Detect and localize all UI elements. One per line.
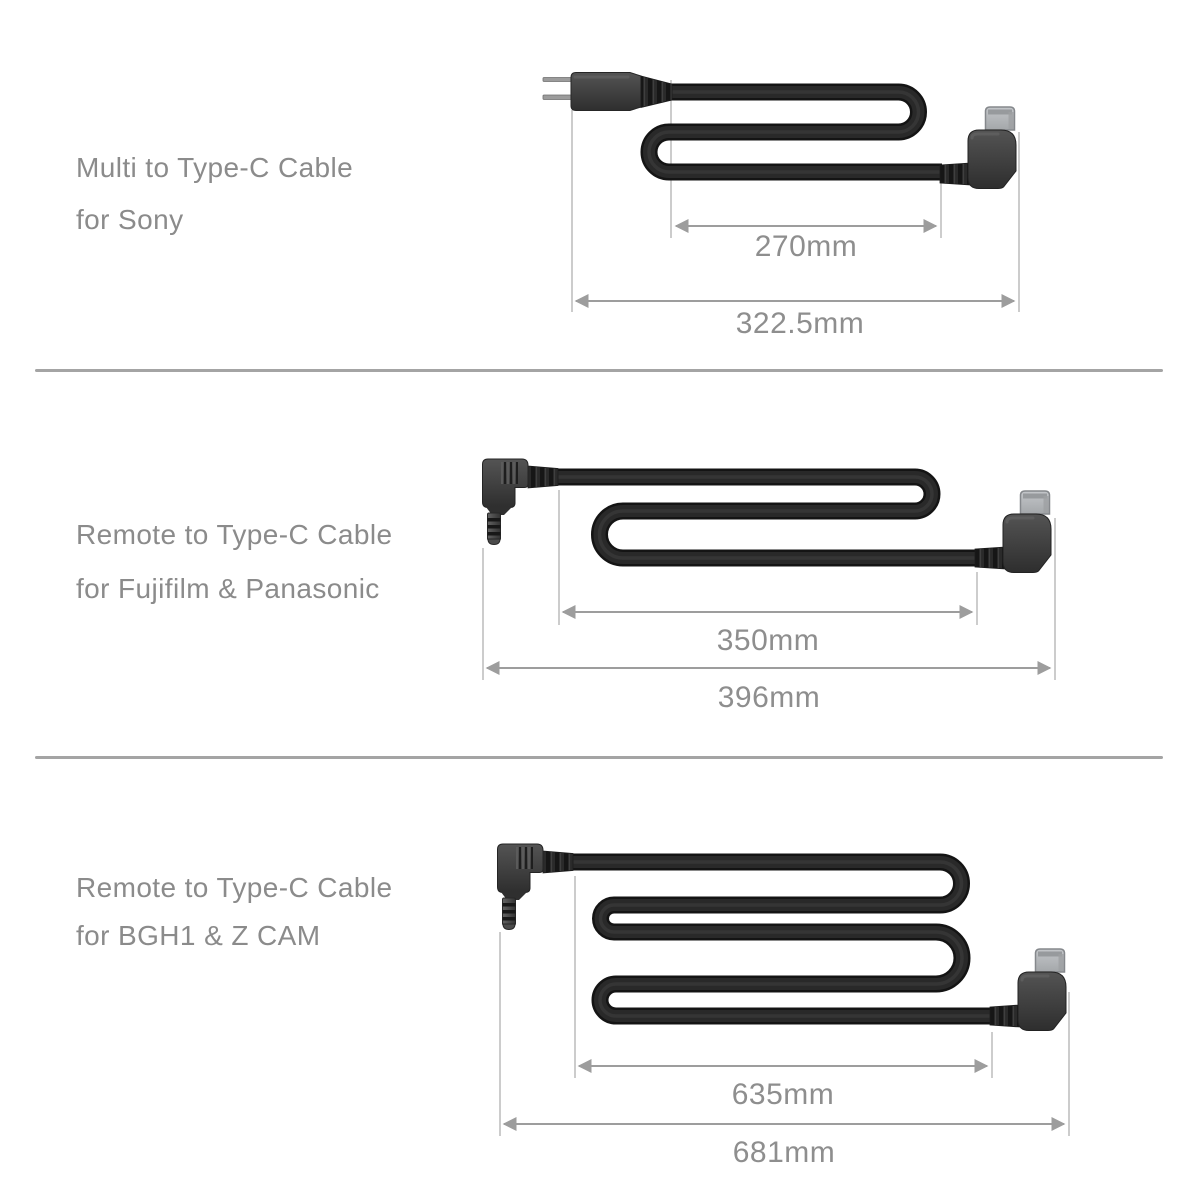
- inner-length-value: 270mm: [754, 230, 858, 263]
- sony-multi-connector-icon: [543, 73, 672, 111]
- remote-jack-connector-icon: [498, 844, 574, 930]
- outer-length-value: 396mm: [717, 681, 821, 714]
- inner-length-value: 635mm: [731, 1078, 835, 1111]
- cable-illustration: [543, 73, 1016, 189]
- cable-diagram-fujifilm-panasonic: [483, 459, 1056, 714]
- product-name-line2: for Fujifilm & Panasonic: [76, 573, 380, 604]
- cable-diagram-bgh1-zcam: [498, 844, 1070, 1169]
- remote-jack-connector-icon: [483, 459, 559, 545]
- usb-type-c-right-angle-connector-icon: [975, 491, 1051, 573]
- product-name-line1: Remote to Type-C Cable: [76, 519, 393, 550]
- product-name-line1: Remote to Type-C Cable: [76, 872, 393, 903]
- inner-length-value: 350mm: [716, 624, 820, 657]
- dimension-annotations: [504, 1066, 1064, 1169]
- outer-length-value: 322.5mm: [735, 307, 865, 340]
- cable-diagram-sony: [543, 73, 1019, 341]
- usb-type-c-right-angle-connector-icon: [940, 107, 1016, 189]
- dimension-extension-lines: [572, 80, 1019, 312]
- product-name-line2: for Sony: [76, 204, 184, 235]
- product-name-line2: for BGH1 & Z CAM: [76, 920, 321, 951]
- cable-illustration: [483, 459, 1052, 573]
- cable-illustration: [498, 844, 1067, 1031]
- outer-length-value: 681mm: [732, 1136, 836, 1169]
- dimension-annotations: [576, 226, 1014, 340]
- dimension-annotations: [487, 612, 1050, 714]
- product-name-line1: Multi to Type-C Cable: [76, 152, 354, 183]
- usb-type-c-right-angle-connector-icon: [990, 949, 1066, 1031]
